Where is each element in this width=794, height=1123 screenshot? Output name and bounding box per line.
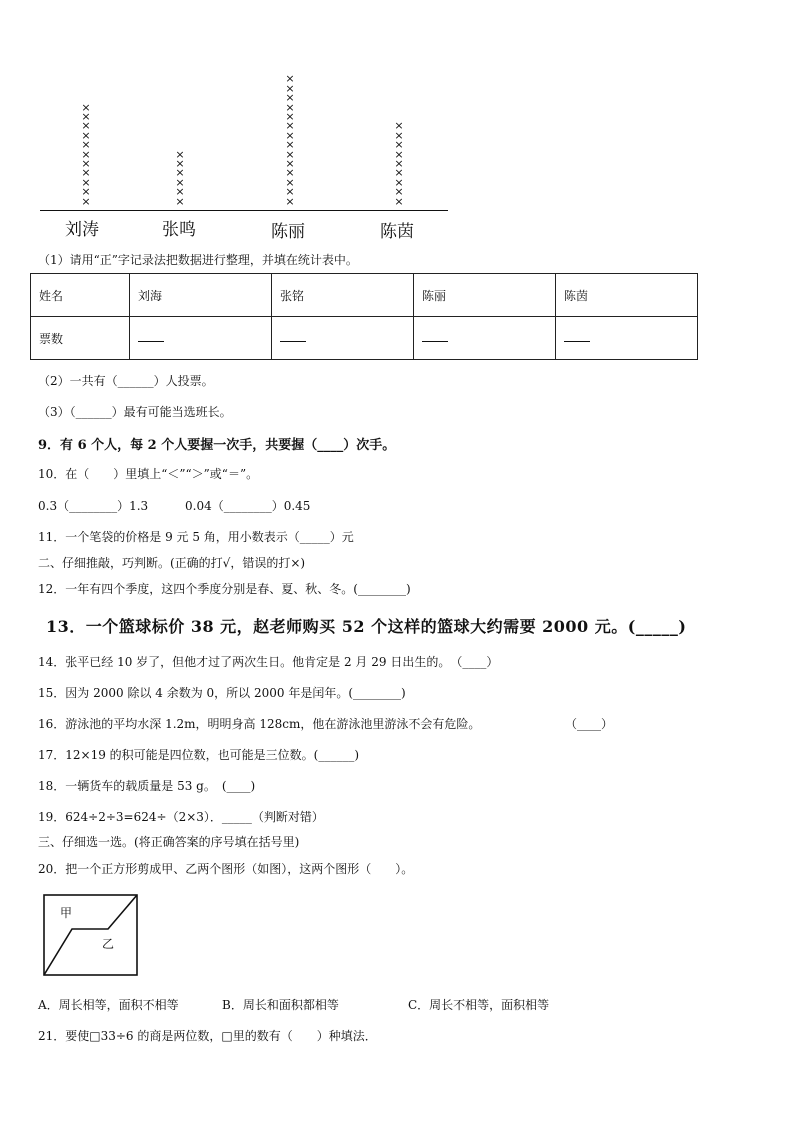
tally-table bbox=[30, 273, 698, 360]
vote-mark: × bbox=[285, 194, 295, 208]
vote-mark: × bbox=[394, 175, 404, 189]
vote-mark: × bbox=[81, 110, 91, 123]
vote-mark: × bbox=[175, 175, 185, 189]
vote-mark: × bbox=[285, 147, 295, 161]
vote-mark: × bbox=[175, 194, 185, 208]
figure-label-yi: 乙 bbox=[102, 937, 115, 951]
vote-mark: × bbox=[285, 175, 295, 189]
vote-mark: × bbox=[285, 110, 295, 124]
vote-mark: × bbox=[81, 166, 91, 180]
vote-mark: × bbox=[394, 147, 404, 161]
header-chenyin: 陈茵 bbox=[556, 274, 698, 317]
vote-mark: × bbox=[394, 128, 404, 142]
question-21: 21．要使□33÷6 的商是两位数，□里的数有（ ）种填法． bbox=[38, 1029, 377, 1043]
question-20-option-c[interactable]: C．周长不相等，面积相等 bbox=[408, 998, 550, 1012]
vote-mark: × bbox=[285, 138, 295, 152]
question-16-blank: （____） bbox=[565, 717, 614, 731]
vote-mark: × bbox=[394, 138, 404, 152]
section-2-heading: 二、仔细推敲，巧判断。(正确的打√，错误的打×) bbox=[38, 556, 306, 570]
question-20: 20．把一个正方形剪成甲、乙两个图形（如图），这两个图形（ ）。 bbox=[38, 862, 414, 876]
vote-mark: × bbox=[81, 175, 91, 189]
header-liuhai: 刘海 bbox=[130, 274, 272, 317]
vote-mark: × bbox=[175, 185, 185, 199]
vote-mark: × bbox=[285, 119, 295, 133]
vote-mark: × bbox=[285, 81, 295, 95]
vote-marks-chenyin bbox=[392, 121, 406, 206]
question-8-part-2: （2）一共有（______）人投票。 bbox=[38, 374, 214, 388]
vote-mark: × bbox=[285, 72, 295, 86]
question-18: 18．一辆货车的载质量是 53 g。 (____) bbox=[38, 779, 256, 793]
vote-mark: × bbox=[81, 128, 91, 142]
vote-mark: × bbox=[285, 91, 295, 105]
question-9: 9．有 6 个人，每 2 个人要握一次手，共要握（____）次手。 bbox=[38, 438, 396, 453]
vote-mark: × bbox=[175, 147, 185, 161]
vote-marks-zhangming bbox=[173, 147, 187, 208]
answer-cell[interactable] bbox=[272, 317, 414, 360]
question-13: 13．一个篮球标价 38 元，赵老师购买 52 个这样的篮球大约需要 2000 元。(_____) bbox=[46, 617, 687, 636]
square-cut-figure bbox=[42, 893, 140, 979]
question-20-option-b[interactable]: B．周长和面积都相等 bbox=[222, 998, 339, 1012]
vote-mark: × bbox=[394, 185, 404, 199]
vote-mark: × bbox=[285, 185, 295, 199]
candidate-name-chenyin: 陈茵 bbox=[380, 222, 414, 242]
question-20-option-a[interactable]: A．周长相等，面积不相等 bbox=[38, 998, 179, 1012]
vote-mark: × bbox=[175, 166, 185, 180]
section-3-heading: 三、仔细选一选。(将正确答案的序号填在括号里) bbox=[38, 835, 300, 849]
vote-mark: × bbox=[81, 100, 91, 114]
vote-mark: × bbox=[394, 194, 404, 208]
answer-cell[interactable] bbox=[130, 317, 272, 360]
question-10-item-b: 0.04（________）0.45 bbox=[185, 499, 311, 513]
candidate-name-liutao: 刘涛 bbox=[65, 220, 99, 240]
table-row bbox=[31, 274, 698, 317]
vote-mark: × bbox=[394, 157, 404, 171]
question-12: 12．一年有四个季度，这四个季度分别是春、夏、秋、冬。(________) bbox=[38, 582, 411, 596]
vote-mark: × bbox=[394, 119, 404, 133]
vote-mark: × bbox=[285, 128, 295, 142]
answer-cell[interactable] bbox=[556, 317, 698, 360]
vote-mark: × bbox=[175, 157, 185, 170]
answer-cell[interactable] bbox=[414, 317, 556, 360]
question-10-item-a: 0.3（________）1.3 bbox=[38, 499, 149, 513]
question-16: 16．游泳池的平均水深 1.2m，明明身高 128cm，他在游泳池里游泳不会有危险。 bbox=[38, 717, 481, 731]
vote-marks-liutao bbox=[79, 100, 93, 208]
vote-marks-chenli bbox=[283, 74, 297, 206]
question-10: 10．在（ ）里填上“＜”“＞”或“＝”。 bbox=[38, 467, 259, 481]
question-15: 15．因为 2000 除以 4 余数为 0，所以 2000 年是闰年。(________) bbox=[38, 686, 406, 700]
vote-mark: × bbox=[81, 147, 91, 161]
header-name: 姓名 bbox=[31, 274, 130, 317]
chart-baseline bbox=[40, 210, 448, 211]
table-row bbox=[31, 317, 698, 360]
question-14: 14．张平已经 10 岁了，但他才过了两次生日。他肯定是 2 月 29 日出生的。 （____） bbox=[38, 655, 499, 669]
candidate-name-chenli: 陈丽 bbox=[271, 222, 305, 242]
vote-mark: × bbox=[285, 166, 295, 180]
figure-label-jia: 甲 bbox=[60, 906, 73, 920]
vote-mark: × bbox=[81, 119, 91, 133]
candidate-name-zhangming: 张鸣 bbox=[162, 220, 196, 240]
vote-mark: × bbox=[394, 166, 404, 180]
vote-mark: × bbox=[285, 100, 295, 114]
vote-mark: × bbox=[81, 194, 91, 208]
question-8-part-1: （1）请用“正”字记录法把数据进行整理，并填在统计表中。 bbox=[38, 253, 358, 267]
question-17: 17．12×19 的积可能是四位数，也可能是三位数。(______) bbox=[38, 748, 360, 762]
header-zhangming: 张铭 bbox=[272, 274, 414, 317]
question-19: 19．624÷2÷3=624÷（2×3）．_____（判断对错） bbox=[38, 810, 324, 824]
header-chenli: 陈丽 bbox=[414, 274, 556, 317]
row-label-votes: 票数 bbox=[31, 317, 130, 360]
vote-mark: × bbox=[81, 185, 91, 199]
question-8-part-3: （3）（______）最有可能当选班长。 bbox=[38, 405, 232, 419]
vote-mark: × bbox=[81, 157, 91, 171]
question-11: 11．一个笔袋的价格是 9 元 5 角，用小数表示（_____）元 bbox=[38, 530, 354, 544]
vote-mark: × bbox=[81, 138, 91, 152]
vote-mark: × bbox=[285, 157, 295, 171]
